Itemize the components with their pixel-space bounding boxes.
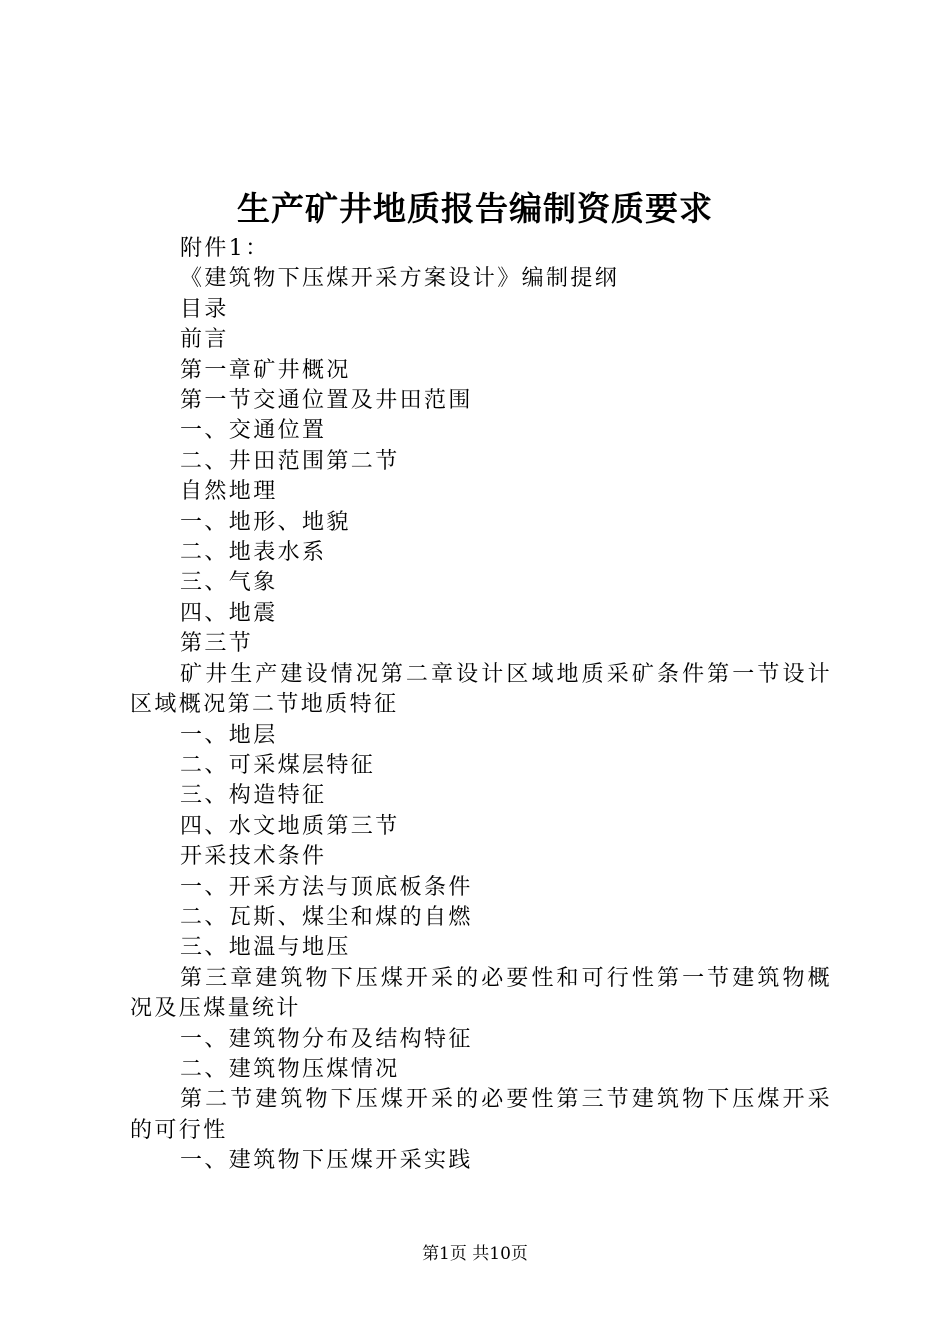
toc-heading: 目录 [180, 296, 229, 322]
toc-item: 开采技术条件 [180, 844, 327, 870]
document-title: 生产矿井地质报告编制资质要求 [237, 189, 713, 228]
toc-item: 三、气象 [180, 570, 278, 596]
toc-paragraph: 第三章建筑物下压煤开采的必要性和可行性第一节建筑物概况及压煤量统计 [130, 965, 832, 1022]
toc-item: 一、地形、地貌 [180, 509, 351, 535]
page-footer: 第1页 共10页 [422, 1244, 528, 1264]
toc-item: 三、地温与地压 [180, 935, 351, 961]
toc-item: 前言 [180, 327, 229, 353]
toc-item: 第一节交通位置及井田范围 [180, 388, 473, 414]
toc-item: 第三节 [180, 631, 254, 657]
toc-item: 一、开采方法与顶底板条件 [180, 874, 473, 900]
toc-item: 二、井田范围第二节 [180, 448, 400, 474]
toc-item: 二、建筑物压煤情况 [180, 1056, 400, 1082]
outline-heading: 《建筑物下压煤开采方案设计》编制提纲 [180, 266, 620, 292]
toc-item: 三、构造特征 [180, 783, 327, 809]
toc-item: 第一章矿井概况 [180, 357, 351, 383]
toc-item: 一、地层 [180, 722, 278, 748]
toc-item: 二、瓦斯、煤尘和煤的自燃 [180, 904, 473, 930]
toc-item: 四、水文地质第三节 [180, 813, 400, 839]
toc-item: 一、交通位置 [180, 418, 327, 444]
toc-item: 自然地理 [180, 479, 278, 505]
toc-paragraph: 第二节建筑物下压煤开采的必要性第三节建筑物下压煤开采的可行性 [130, 1087, 832, 1143]
toc-item: 一、建筑物下压煤开采实践 [180, 1148, 473, 1174]
toc-paragraph: 矿井生产建设情况第二章设计区域地质采矿条件第一节设计区域概况第二节地质特征 [130, 661, 832, 718]
attachment-label: 附件1： [180, 236, 270, 261]
document-body [130, 234, 832, 1177]
toc-item: 四、地震 [180, 600, 278, 626]
toc-item: 一、建筑物分布及结构特征 [180, 1026, 473, 1052]
toc-item: 二、可采煤层特征 [180, 752, 376, 778]
toc-item: 二、地表水系 [180, 540, 327, 566]
